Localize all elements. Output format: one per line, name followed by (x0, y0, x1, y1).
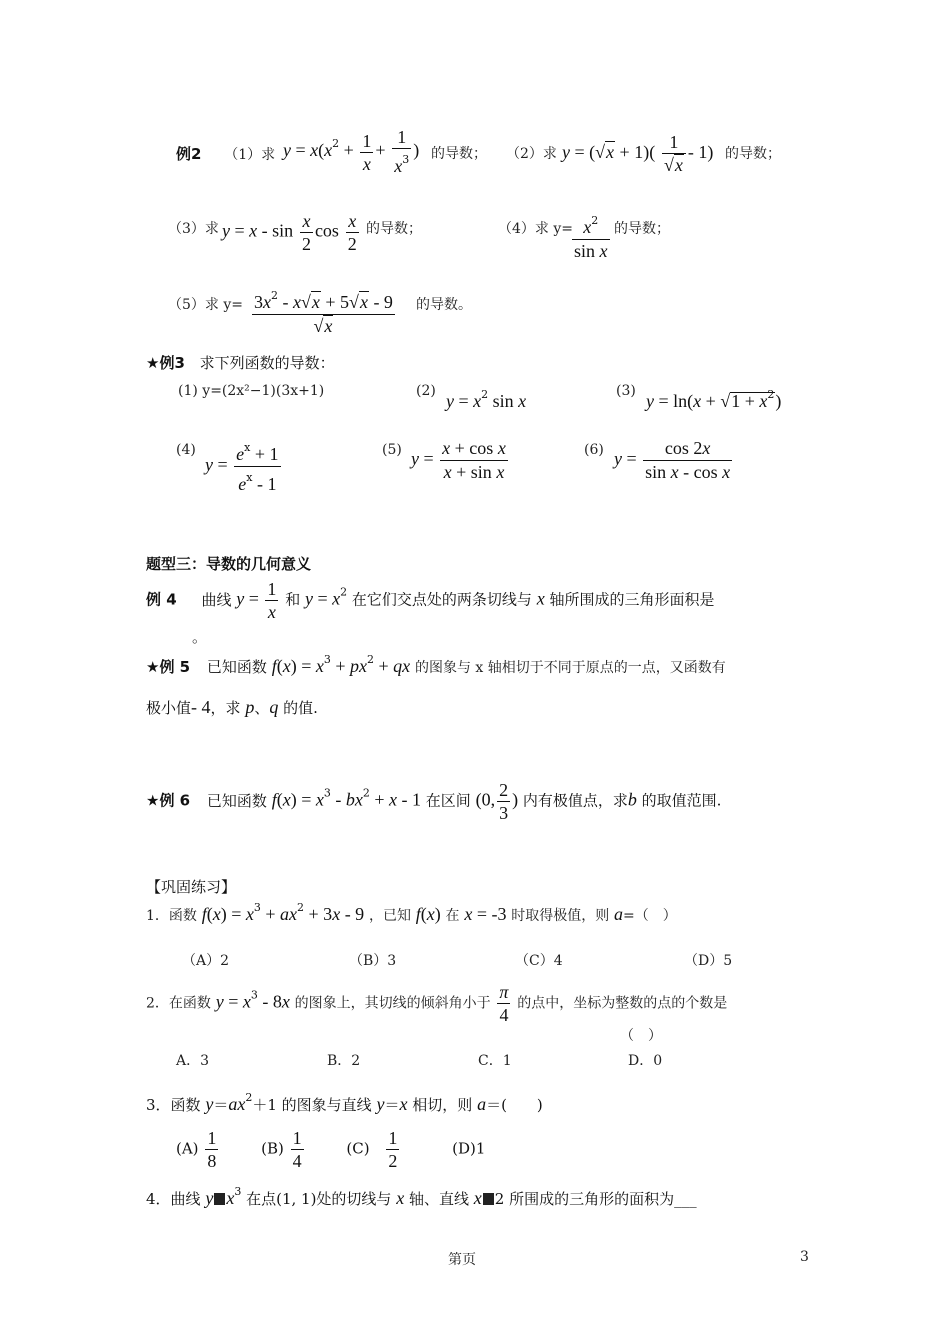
example-3-title: 求下列函数的导数： (199, 354, 335, 372)
q1-option-b: （B）3 (349, 953, 397, 969)
q1-option-a: （A）2 (182, 953, 230, 969)
q3-text-a: 3．函数 (146, 1096, 201, 1114)
example-3-header (146, 352, 335, 373)
example-2-row-1 (176, 143, 275, 164)
example-2-label: 例2 (176, 145, 202, 163)
ex2-part3-prefix: （3）求 (168, 221, 219, 237)
practice-title: 【巩固练习】 (146, 878, 237, 896)
ex5-text-4: ，求 (210, 699, 241, 717)
example-5-line-2: 极小值- 4，求 p、q 的值. (146, 697, 318, 717)
q3-text-d: ＝( ) (486, 1096, 543, 1114)
q1-option-c: （C）4 (515, 953, 563, 969)
q1-text-b: ，已知 (368, 908, 411, 924)
example-4-label: 例 4 (146, 590, 177, 609)
ex3-part2-no: (2) (416, 383, 436, 399)
ex6-text-4: 的取值范围. (641, 791, 722, 810)
footer-page-label: 第页 (448, 1252, 476, 1268)
ex3-part3-formula: $y = \ln(x + √1 + x^2)$ (646, 388, 782, 411)
ex5-text-3: 极小值 (146, 699, 192, 717)
ex6-text-3: 内有极值点，求 (522, 791, 628, 810)
ex3-part4-no: (4) (176, 442, 196, 458)
ex2-part5-suffix: 的导数。 (416, 297, 472, 313)
ex2-part4-prefix: （4）求 y= (498, 221, 573, 237)
example-5-label: ★例 5 (146, 658, 191, 676)
q3-text-b: 的图象与直线 (281, 1096, 372, 1114)
q3-option-d: (D)1 (452, 1139, 486, 1158)
ex2-part4-formula: $\frac{x^2}{\text{sin x}}$ (570, 210, 612, 263)
example-4: 例 4 曲线 y = $\frac{1}{x}$ 和 $y = x^2$ 在它们交点处的两条切线与 x 轴所围成的三角形面积是 (146, 579, 715, 622)
q4-text-b: 在点(1, 1)处的切线与 (246, 1190, 392, 1208)
q2-option-d: D．0 (628, 1053, 663, 1069)
ex3-part6-formula: y = $\frac{\cos 2x}{\text{sin x - cos x}}$ (614, 438, 731, 482)
ex5-text-1: 已知函数 (206, 658, 267, 676)
unknown-glyph-icon (483, 1193, 494, 1205)
example-6-label: ★例 6 (146, 791, 191, 810)
q2-answer-paren: （ ） (620, 1028, 662, 1044)
practice-q3: 3．函数 $y=ax^2+1$ 的图象与直线 y＝x 相切，则 a＝( ) (146, 1091, 543, 1114)
practice-q1: 1．函数 $f(x) = x^3 + ax^2 + 3x - 9$ ，已知 f(x) 在 x = -3 时取得极值，则 a=（ ） (146, 901, 677, 924)
practice-q4: 4．曲线 y $x^3$ 在点(1, 1)处的切线与 x 轴、直线 x 2 所围成的三角形的面积为___ (146, 1185, 697, 1208)
ex2-part1-suffix: 的导数； (431, 146, 487, 162)
q3-options: (A) $\frac{1}{8}$ (B) $\frac{1}{4}$ (C) $\frac{1}{2}$ (D)1 (176, 1128, 486, 1171)
q1-text-a: 1．函数 (146, 908, 197, 924)
ex3-part3-no: (3) (616, 383, 636, 399)
example-5-line-1: ★例 5 已知函数 $f(x) = x^3 + px^2$ + qx 的图象与 x 轴相切于不同于原点的一点，又函数有 (146, 653, 726, 676)
example-6: ★例 6 已知函数 $f(x) = x^3 - bx^2 + x - 1$ 在区间 (0, $\frac{2}{3}$ ) 内有极值点，求b 的取值范围. (146, 780, 722, 823)
ex4-text-2: 和 (285, 590, 301, 609)
ex4-text-3: 在它们交点处的两条切线与 (351, 590, 532, 609)
q2-text-b: 的图象上，其切线的倾斜角小于 (294, 995, 491, 1012)
example-3-label: ★例3 (146, 354, 185, 372)
ex2-part3-formula: y = x - sin $\frac{x}{2}$ cos $\frac{x}{2}$ (222, 211, 357, 254)
footer-page-number: 3 (800, 1249, 809, 1265)
q3-text-c: 相切，则 (412, 1096, 473, 1114)
q2-option-b: B．2 (327, 1053, 361, 1069)
q3-option-c-label: (C) (346, 1139, 370, 1158)
q3-option-a-label: (A) (176, 1139, 199, 1158)
ex2-part2-formula: y = (√x + 1)( $\frac{1}{√x}$ - 1) (562, 132, 714, 175)
q1-text-d: 时取得极值，则 (511, 908, 610, 924)
ex3-part5-no: (5) (382, 442, 402, 458)
ex3-part4-formula: y = $\frac{e^x + 1}{e^x - 1}$ (205, 437, 283, 496)
practice-q2: 2．在函数 $y = x^3 - 8x$ 的图象上，其切线的倾斜角小于 $\frac{\pi}{4}$ 的点中，坐标为整数的点的个数是 (146, 982, 728, 1025)
ex2-part3-suffix: 的导数； (366, 221, 422, 237)
q1-text-e: =（ ） (623, 908, 677, 924)
ex5-text-2: 的图象与 x 轴相切于不同于原点的一点，又函数有 (414, 660, 726, 676)
q2-option-a: A．3 (176, 1053, 210, 1069)
q1-option-d: （D）5 (684, 953, 733, 969)
q3-option-b-label: (B) (261, 1139, 284, 1158)
ex2-part2-prefix: （2）求 (506, 146, 557, 162)
ex2-part1-prefix: （1）求 (224, 147, 276, 163)
unknown-glyph-icon (214, 1193, 225, 1205)
ex3-part1: (1) y=(2x²−1)(3x+1) (178, 383, 325, 399)
q2-text-c: 的点中，坐标为整数的点的个数是 (517, 995, 728, 1012)
ex4-text-4: 轴所围成的三角形面积是 (549, 590, 715, 609)
q4-text-d: 2 所围成的三角形的面积为___ (494, 1190, 697, 1208)
q4-text-a: 4．曲线 (146, 1190, 201, 1208)
q2-option-c: C．1 (478, 1053, 512, 1069)
ex4-text-1: 曲线 (201, 590, 232, 609)
section-3-title: 题型三：导数的几何意义 (146, 555, 312, 573)
ex2-part5-formula: $\frac{3x^2 - x√x + 5√x - 9}{√x}$ (250, 285, 397, 338)
ex3-part6-no: (6) (584, 442, 604, 458)
ex2-part5-prefix: （5）求 y= (168, 297, 243, 313)
ex4-text-5: 。 (192, 628, 208, 646)
ex3-part2-formula: $y = x^2$ sin x (446, 388, 527, 411)
ex2-part1-formula: $y = x(x^2$ + $\frac{1}{x}$ + $\frac{1}{x^3}$ ) (283, 127, 420, 176)
ex6-text-2: 在区间 (425, 791, 471, 810)
ex2-part4-suffix: 的导数； (614, 221, 670, 237)
q2-text-a: 2．在函数 (146, 995, 211, 1012)
ex5-text-6: 的值. (283, 699, 318, 717)
ex2-part2-suffix: 的导数； (725, 146, 781, 162)
q1-text-c: 在 (445, 908, 460, 924)
ex6-text-1: 已知函数 (206, 791, 267, 810)
q4-text-c: 轴、直线 (409, 1190, 470, 1208)
ex3-part5-formula: y = $\frac{\text{x + cos x}}{\text{x + sin x}}$ (411, 438, 506, 482)
ex5-text-5: 、 (254, 699, 270, 717)
